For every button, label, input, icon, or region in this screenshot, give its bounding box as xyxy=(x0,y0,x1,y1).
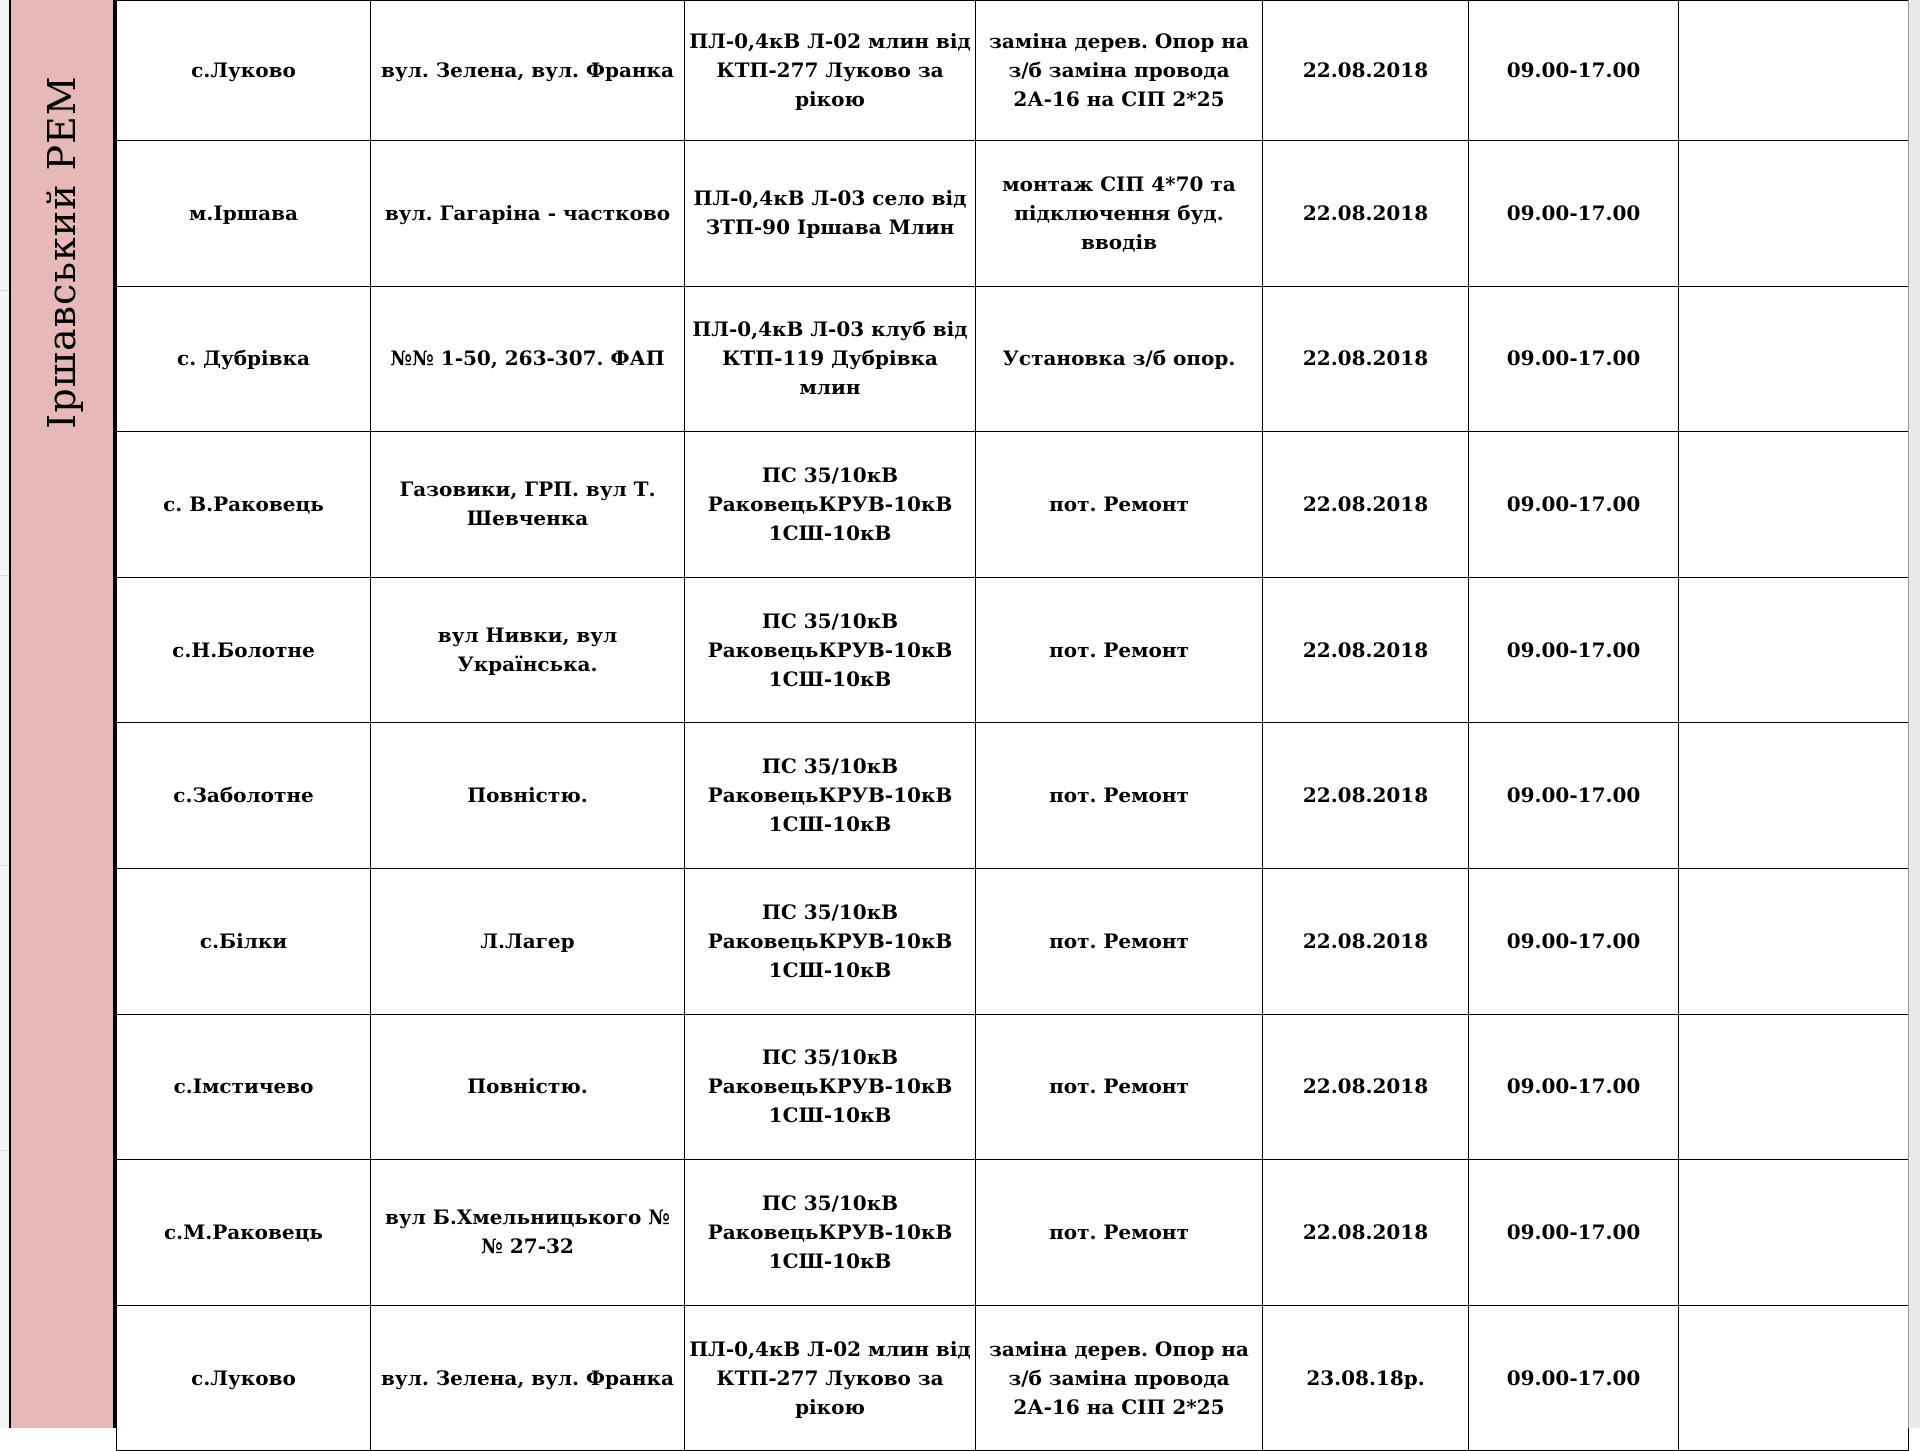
settlement-cell[interactable]: с.Імстичево xyxy=(117,1014,371,1160)
extra-cell[interactable] xyxy=(1679,1,1909,141)
extra-cell[interactable] xyxy=(1679,1305,1909,1451)
table-row xyxy=(117,286,1909,432)
power-line-cell[interactable]: ПЛ-0,4кВ Л-02 млин від КТП-277 Луково за рікою xyxy=(685,1,976,141)
extra-cell[interactable] xyxy=(1679,141,1909,287)
outage-table xyxy=(116,0,1909,1451)
extra-cell[interactable] xyxy=(1679,1160,1909,1306)
extra-cell[interactable] xyxy=(1679,432,1909,578)
settlement-cell[interactable]: с. В.Раковець xyxy=(117,432,371,578)
power-line-cell[interactable]: ПС 35/10кВ РаковецьКРУВ-10кВ 1СШ-10кВ xyxy=(685,432,976,578)
power-line-cell[interactable]: ПЛ-0,4кВ Л-03 клуб від КТП-119 Дубрівка млин xyxy=(685,286,976,432)
table-row xyxy=(117,868,1909,1014)
extra-cell[interactable] xyxy=(1679,1014,1909,1160)
table-row xyxy=(117,1014,1909,1160)
table-row xyxy=(117,1,1909,141)
date-cell[interactable]: 22.08.2018 xyxy=(1263,1,1469,141)
work-type-cell[interactable]: пот. Ремонт xyxy=(976,868,1263,1014)
date-cell[interactable]: 22.08.2018 xyxy=(1263,868,1469,1014)
settlement-cell[interactable]: с.М.Раковець xyxy=(117,1160,371,1306)
time-cell[interactable]: 09.00-17.00 xyxy=(1469,432,1679,578)
table-row xyxy=(117,577,1909,723)
time-cell[interactable]: 09.00-17.00 xyxy=(1469,1160,1679,1306)
date-cell[interactable]: 22.08.2018 xyxy=(1263,432,1469,578)
streets-cell[interactable]: №№ 1-50, 263-307. ФАП xyxy=(371,286,685,432)
streets-cell[interactable]: вул Б.Хмельницького №№ 27-32 xyxy=(371,1160,685,1306)
table-row xyxy=(117,432,1909,578)
table-row xyxy=(117,1305,1909,1451)
region-cell[interactable] xyxy=(9,0,116,1428)
power-line-cell[interactable]: ПС 35/10кВ РаковецьКРУВ-10кВ 1СШ-10кВ xyxy=(685,868,976,1014)
table-row xyxy=(117,141,1909,287)
time-cell[interactable]: 09.00-17.00 xyxy=(1469,286,1679,432)
extra-cell[interactable] xyxy=(1679,723,1909,869)
work-type-cell[interactable]: пот. Ремонт xyxy=(976,432,1263,578)
streets-cell[interactable]: вул Нивки, вул Українська. xyxy=(371,577,685,723)
work-type-cell[interactable]: пот. Ремонт xyxy=(976,723,1263,869)
settlement-cell[interactable]: с.Білки xyxy=(117,868,371,1014)
date-cell[interactable]: 22.08.2018 xyxy=(1263,141,1469,287)
time-cell[interactable]: 09.00-17.00 xyxy=(1469,1,1679,141)
time-cell[interactable]: 09.00-17.00 xyxy=(1469,141,1679,287)
streets-cell[interactable]: вул. Гагаріна - частково xyxy=(371,141,685,287)
settlement-cell[interactable]: с.Луково xyxy=(117,1,371,141)
power-line-cell[interactable]: ПС 35/10кВ РаковецьКРУВ-10кВ 1СШ-10кВ xyxy=(685,1160,976,1306)
work-type-cell[interactable]: монтаж СІП 4*70 та підключення буд. вводів xyxy=(976,141,1263,287)
date-cell[interactable]: 22.08.2018 xyxy=(1263,577,1469,723)
settlement-cell[interactable]: м.Іршава xyxy=(117,141,371,287)
power-line-cell[interactable]: ПЛ-0,4кВ Л-02 млин від КТП-277 Луково за рікою xyxy=(685,1305,976,1451)
work-type-cell[interactable]: пот. Ремонт xyxy=(976,1014,1263,1160)
settlement-cell[interactable]: с. Дубрівка xyxy=(117,286,371,432)
streets-cell[interactable]: Повністю. xyxy=(371,723,685,869)
time-cell[interactable]: 09.00-17.00 xyxy=(1469,577,1679,723)
date-cell[interactable]: 22.08.2018 xyxy=(1263,1160,1469,1306)
streets-cell[interactable]: вул. Зелена, вул. Франка xyxy=(371,1,685,141)
date-cell[interactable]: 22.08.2018 xyxy=(1263,1014,1469,1160)
right-scroll-strip xyxy=(1908,0,1920,1428)
extra-cell[interactable] xyxy=(1679,868,1909,1014)
work-type-cell[interactable]: пот. Ремонт xyxy=(976,577,1263,723)
time-cell[interactable]: 09.00-17.00 xyxy=(1469,723,1679,869)
streets-cell[interactable]: вул. Зелена, вул. Франка xyxy=(371,1305,685,1451)
work-type-cell[interactable]: заміна дерев. Опор на з/б заміна провода 2А-16 на СІП 2*25 xyxy=(976,1305,1263,1451)
region-label: Іршавський РЕМ xyxy=(40,75,84,429)
table-row xyxy=(117,1160,1909,1306)
settlement-cell[interactable]: с.Луково xyxy=(117,1305,371,1451)
settlement-cell[interactable]: с.Н.Болотне xyxy=(117,577,371,723)
time-cell[interactable]: 09.00-17.00 xyxy=(1469,1305,1679,1451)
power-line-cell[interactable]: ПС 35/10кВ РаковецьКРУВ-10кВ 1СШ-10кВ xyxy=(685,1014,976,1160)
date-cell[interactable]: 23.08.18р. xyxy=(1263,1305,1469,1451)
streets-cell[interactable]: Л.Лагер xyxy=(371,868,685,1014)
settlement-cell[interactable]: с.Заболотне xyxy=(117,723,371,869)
time-cell[interactable]: 09.00-17.00 xyxy=(1469,868,1679,1014)
work-type-cell[interactable]: заміна дерев. Опор на з/б заміна провода 2А-16 на СІП 2*25 xyxy=(976,1,1263,141)
power-line-cell[interactable]: ПС 35/10кВ РаковецьКРУВ-10кВ 1СШ-10кВ xyxy=(685,577,976,723)
date-cell[interactable]: 22.08.2018 xyxy=(1263,723,1469,869)
power-line-cell[interactable]: ПС 35/10кВ РаковецьКРУВ-10кВ 1СШ-10кВ xyxy=(685,723,976,869)
table-row xyxy=(117,723,1909,869)
work-type-cell[interactable]: Установка з/б опор. xyxy=(976,286,1263,432)
power-line-cell[interactable]: ПЛ-0,4кВ Л-03 село від ЗТП-90 Іршава Млин xyxy=(685,141,976,287)
streets-cell[interactable]: Повністю. xyxy=(371,1014,685,1160)
date-cell[interactable]: 22.08.2018 xyxy=(1263,286,1469,432)
streets-cell[interactable]: Газовики, ГРП. вул Т. Шевченка xyxy=(371,432,685,578)
extra-cell[interactable] xyxy=(1679,286,1909,432)
work-type-cell[interactable]: пот. Ремонт xyxy=(976,1160,1263,1306)
time-cell[interactable]: 09.00-17.00 xyxy=(1469,1014,1679,1160)
extra-cell[interactable] xyxy=(1679,577,1909,723)
